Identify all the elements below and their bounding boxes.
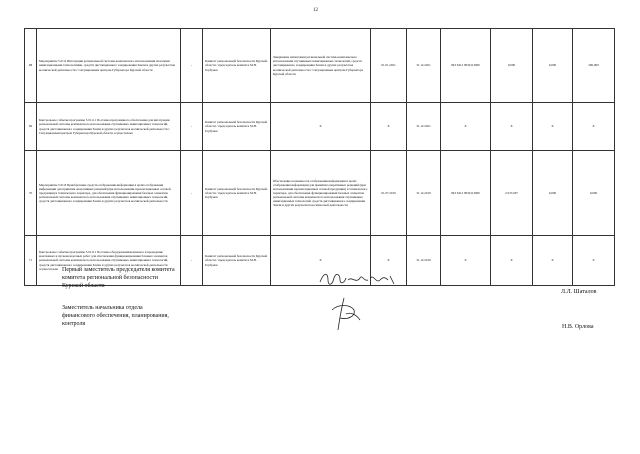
date-start-cell: Х xyxy=(371,236,407,286)
first-signatory-line1: Первый заместитель председателя комитета xyxy=(62,267,175,273)
second-handwritten-signature xyxy=(324,296,364,332)
executor-cell: Комитет региональной безопасности Курской области / председатель комитета М.Н. Горбунов xyxy=(203,151,271,236)
event-description: Контрольное событие программы 5.01.6.1 Поставка программного обеспечения для интеграции региональной системы комплексного использования спутниковых навигационных технологий, средств дистанционного зондирования Земли и других результатов космической деятельности с Ситуационным центром Губернатора Курской области осуществлена xyxy=(37,103,181,151)
kbk-cell: 843 0412 0930113000 xyxy=(441,151,491,236)
value-cell-1: Х xyxy=(491,103,533,151)
row-number: 71 xyxy=(25,236,37,286)
event-description: Мероприятие 5.01.6 Интеграция региональной системы комплексного использования опасными навигационными технологиями, средств дистанционного зондирования Земли и других результатов космической деятельности с Ситуационным центром Губернатора Курской области xyxy=(37,29,181,103)
value-cell-1: Х xyxy=(491,236,533,286)
first-signatory-line2: комитета региональной безопасности xyxy=(62,275,158,281)
first-signatory-line3: Курской области xyxy=(62,283,105,289)
event-description: Мероприятие 5.01.8 Приобретение средств отображения информации в целях отображения информации для принятия оперативных решений (при использовании презентационных сетевой продукции) и технического характера, для обеспечения функционирования базовых элементов региональной системы комплексного использования спутниковых навигационных технологий, средств дистанционного зондирования Земли и других результатов космической деятельности xyxy=(37,151,181,236)
first-handwritten-signature xyxy=(318,268,398,290)
kbk-cell: Х xyxy=(441,236,491,286)
date-end-cell: 31.12.2019 xyxy=(407,151,441,236)
page-number: 12 xyxy=(313,8,318,13)
value-cell-2: Х xyxy=(533,103,573,151)
result-cell: Обеспечение возможности отображения информации в целях отображения информации для принятия оперативных решений (при использовании презентационных сетевой продукции) и технического характера, для обеспечения функционирования базовых элементов региональной системы комплексного использования спутниковых навигационных технологий, средств дистанционного зондирования Земли и других результатов космической деятельности xyxy=(271,151,371,236)
second-signatory-line1: Заместитель начальника отдела xyxy=(62,305,143,311)
table-row xyxy=(25,151,615,236)
date-end-cell: 31.12.2021 xyxy=(407,29,441,103)
value-cell-3: Х xyxy=(573,236,615,286)
second-signatory-line2: финансового обеспечения, планирования, xyxy=(62,313,169,319)
mark-cell: - xyxy=(181,236,203,286)
result-cell: Х xyxy=(271,103,371,151)
table-row xyxy=(25,29,615,103)
mark-cell: - xyxy=(181,103,203,151)
event-description: Контрольное событие программы 5.01.8.1 Поставка оборудования/комплекса и проведение монтажных и пусконаладочных работ для обеспечения функционирования базовых элементов региональной системы комплексного использования спутниковых навигационных технологий, средств дистанционного зондирования Земли и других результатов космической деятельности осуществлена xyxy=(37,236,181,286)
second-signatory-line3: контроля xyxy=(62,321,86,327)
value-cell-2: Х xyxy=(533,236,573,286)
second-signatory-name: Н.В. Орлова xyxy=(562,324,594,330)
mark-cell: - xyxy=(181,151,203,236)
date-start-cell: 01.01.2021 xyxy=(371,29,407,103)
executor-cell: Комитет региональной безопасности Курской области / председатель комитета М.Н. Горбунов xyxy=(203,103,271,151)
value-cell-1: 0,000 xyxy=(491,29,533,103)
value-cell-2: 0,000 xyxy=(533,151,573,236)
second-signatory-title xyxy=(62,304,169,328)
value-cell-1: 2 637,607 xyxy=(491,151,533,236)
kbk-cell: Х xyxy=(441,103,491,151)
first-signatory-name: Л.Л. Шаталов xyxy=(561,289,597,295)
date-end-cell: 31.12.2021 xyxy=(407,103,441,151)
date-start-cell: 01.07.2019 xyxy=(371,151,407,236)
executor-cell: Комитет региональной безопасности Курской области / председатель комитета М.Н. Горбунов xyxy=(203,29,271,103)
event-plan-table xyxy=(24,28,615,286)
value-cell-3: 0,000 xyxy=(573,151,615,236)
result-cell: Х xyxy=(271,236,371,286)
result-cell: Завершение интеграции региональной системы комплексного использования спутниковых навигационных технологий, средств дистанционного зондирования Земли и других результатов космической деятельности с Ситуационным центром Губернатора Курской области xyxy=(271,29,371,103)
row-number: 70 xyxy=(25,151,37,236)
row-number: 68 xyxy=(25,29,37,103)
value-cell-3: Х xyxy=(573,103,615,151)
executor-cell: Комитет региональной безопасности Курской области / председатель комитета М.Н. Горбунов xyxy=(203,236,271,286)
mark-cell: - xyxy=(181,29,203,103)
kbk-cell: 843 0412 0930113000 xyxy=(441,29,491,103)
row-number: 69 xyxy=(25,103,37,151)
value-cell-3: 200,000 xyxy=(573,29,615,103)
table-row xyxy=(25,103,615,151)
value-cell-2: 0,000 xyxy=(533,29,573,103)
date-start-cell: Х xyxy=(371,103,407,151)
date-end-cell: 31.12.2019 xyxy=(407,236,441,286)
first-signatory-title xyxy=(62,266,175,290)
